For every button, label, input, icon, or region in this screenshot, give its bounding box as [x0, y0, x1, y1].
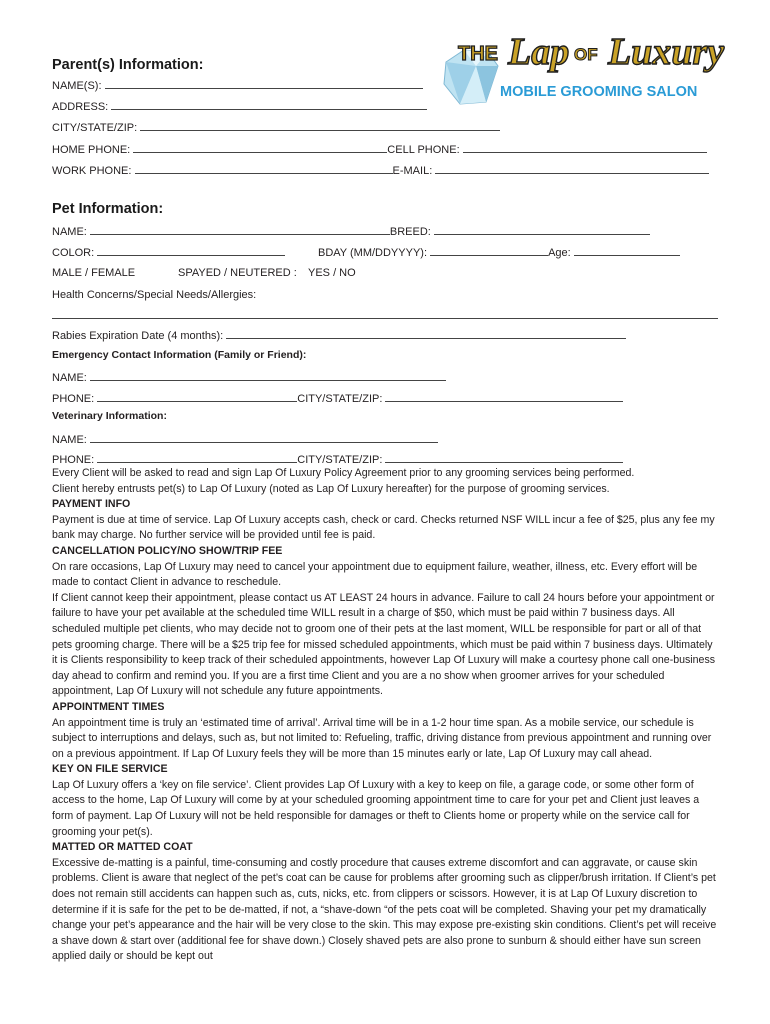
label-citystatezip: CITY/STATE/ZIP: — [52, 122, 138, 134]
pet-section-title: Pet Information: — [52, 201, 164, 217]
label-emergency-name: NAME: — [52, 372, 87, 384]
pet-health-label: Health Concerns/Special Needs/Allergies: — [52, 289, 257, 301]
breed-input-line[interactable] — [434, 224, 650, 235]
logo-luxury: Luxury — [608, 31, 725, 73]
emergency-phone-row — [52, 391, 623, 406]
emergency-phone-input-line[interactable] — [97, 391, 297, 402]
rabies-input-line[interactable] — [226, 328, 626, 339]
appointment-heading: APPOINTMENT TIMES — [52, 700, 165, 713]
label-names: NAME(S): — [52, 80, 102, 92]
label-cell-phone: CELL PHONE: — [387, 144, 460, 156]
label-vet-name: NAME: — [52, 434, 87, 446]
payment-heading: PAYMENT INFO — [52, 498, 131, 511]
label-rabies: Rabies Expiration Date (4 months): — [52, 330, 224, 342]
label-pet-name: NAME: — [52, 226, 87, 238]
names-input-line[interactable] — [105, 78, 423, 89]
policy-intro-1: Every Client will be asked to read and sign Lap Of Luxury Policy Agreement prior to any grooming services being performed. — [52, 467, 635, 479]
emergency-name-input-line[interactable] — [90, 370, 446, 381]
payment-text: Payment is due at time of service. Lap Of Luxury accepts cash, check or card. Checks returned NSF WILL incur a fee of $25, plus any fee my bank may charge. No further service will be provided until fee is paid. — [52, 513, 715, 542]
parents-names-row — [52, 78, 423, 93]
label-address: ADDRESS: — [52, 101, 109, 113]
key-text: Lap Of Luxury offers a ‘key on file service’. Client provides Lap Of Luxury with a key to keep on file, a garage code, or some other form of access to the home, Lap Of Luxury will come by at your scheduled grooming appointment time to care for your pet and Client just leaves a form of payment. Lap Of Luxury will not be held responsible for damages or theft to Clients home or property while on the service call for grooming your pet(s). — [52, 778, 700, 838]
logo-of: OF — [574, 45, 598, 64]
vet-name-input-line[interactable] — [90, 432, 438, 443]
vet-name-row — [52, 432, 438, 447]
parents-address-row — [52, 99, 427, 114]
vet-phone-row — [52, 452, 623, 467]
label-vet-phone: PHONE: — [52, 454, 95, 466]
parents-home-phone-row — [52, 142, 707, 157]
label-color: COLOR: — [52, 247, 95, 259]
label-home-phone: HOME PHONE: — [52, 144, 131, 156]
appointment-text: An appointment time is truly an ‘estimated time of arrival’. Arrival time will be in a 1-2 hour time span. As a mobile service, our schedule is subject to interruptions and delays, such as, but not limited to: Refueling, traffic, driving distance from previous appointment and running over on a previous appointment. If Lap Of Luxury feels they will be more than 15 minutes early or late, Lap Of Luxury may call ahead. — [52, 716, 712, 760]
label-age: Age: — [548, 247, 571, 259]
pet-spayed-options[interactable]: YES / NO — [308, 267, 356, 279]
cancellation-heading: CANCELLATION POLICY/NO SHOW/TRIP FEE — [52, 544, 283, 557]
emergency-city-input-line[interactable] — [385, 391, 623, 402]
address-input-line[interactable] — [111, 99, 427, 110]
cancellation-text-1: On rare occasions, Lap Of Luxury may need to cancel your appointment due to equipment failure, weather, illness, etc. Every effort will be made to contact Client in advance to reschedule. — [52, 560, 698, 589]
age-input-line[interactable] — [574, 245, 680, 256]
vet-phone-input-line[interactable] — [97, 452, 297, 463]
pet-name-row — [52, 224, 650, 239]
cancellation-text-2: If Client cannot keep their appointment, please contact us AT LEAST 24 hours in advance. Failure to call 24 hours before your appointment or failure to have your pet available at the scheduled time WILL result in a charge of $50, which must be paid within 7 business days. All scheduled multiple pet clients, who may decide not to groom one of their pets at the last moment, WILL be responsible for part or all of that pets grooming charge. There will be a $25 trip fee for missed scheduled appointments, which must be paid within 7 business days. Ultimately it is Clients responsibility to keep track of their scheduled appointments, however Lap Of Luxury will make a courtesy phone call one-business day ahead to confirm and remind you. If you are a first time Client and you are a no show when groomer arrives for your scheduled appointment, Lap Of Luxury will not schedule any future appointments. — [52, 591, 716, 698]
vet-section-title: Veterinary Information: — [52, 410, 167, 422]
bday-input-line[interactable] — [430, 245, 548, 256]
parents-city-row — [52, 120, 500, 135]
logo-tagline: MOBILE GROOMING SALON — [500, 84, 698, 100]
color-input-line[interactable] — [97, 245, 285, 256]
emergency-section-title: Emergency Contact Information (Family or Friend): — [52, 349, 307, 361]
parents-work-phone-row — [52, 163, 709, 178]
emergency-name-row — [52, 370, 446, 385]
pet-color-row — [52, 245, 285, 260]
parents-section-title: Parent(s) Information: — [52, 57, 204, 73]
policy-text — [52, 466, 720, 965]
vet-city-input-line[interactable] — [385, 452, 623, 463]
cell-phone-input-line[interactable] — [463, 142, 707, 153]
label-emergency-city: CITY/STATE/ZIP: — [297, 393, 383, 405]
matted-heading: MATTED OR MATTED COAT — [52, 841, 193, 854]
pet-rabies-row — [52, 328, 626, 343]
pet-spayed-label: SPAYED / NEUTERED : — [178, 267, 297, 279]
pet-sex-options[interactable]: MALE / FEMALE — [52, 267, 136, 279]
label-email: E-MAIL: — [392, 165, 433, 177]
label-vet-city: CITY/STATE/ZIP: — [297, 454, 383, 466]
matted-text: Excessive de-matting is a painful, time-consuming and costly procedure that causes extreme discomfort and can aggravate, or cause skin problems. Client is aware that neglect of the pet’s coat can be cause for problems after grooming such as clipper/brush irritation. If Client’s pet does not remain still accidents can happen such as, cuts, nicks, etc. from clippers or scissors. However, it is at Lap Of Luxury discretion to determine if it is safe for the pet to be de-matted, if not, a “shave-down “of the pets coat will be completed. Shaving your pet my dramatically change your pet’s appearance and the hair will be very close to the skin. This may expose pre-existing skin conditions. Client’s pet will receive a shave down & start over (additional fee for shave down.) Closely shaved pets are also prone to sunburn & should either have sun screen applied daily or should be kept out — [52, 856, 717, 963]
pet-bday-group — [318, 245, 680, 260]
label-breed: BREED: — [389, 226, 431, 238]
label-bday: BDAY (MM/DDYYYY): — [318, 247, 427, 259]
work-phone-input-line[interactable] — [135, 163, 393, 174]
pet-name-input-line[interactable] — [90, 224, 390, 235]
email-input-line[interactable] — [435, 163, 709, 174]
logo-lap: Lap — [508, 31, 570, 73]
company-logo — [436, 14, 736, 124]
logo-graphic — [436, 14, 736, 124]
label-emergency-phone: PHONE: — [52, 393, 95, 405]
policy-intro-2: Client hereby entrusts pet(s) to Lap Of Luxury (noted as Lap Of Luxury hereafter) for the purpose of grooming services. — [52, 482, 610, 495]
health-input-line[interactable] — [52, 318, 718, 319]
logo-the: THE — [458, 43, 498, 65]
label-work-phone: WORK PHONE: — [52, 165, 132, 177]
key-heading: KEY ON FILE SERVICE — [52, 763, 168, 776]
citystatezip-input-line[interactable] — [140, 120, 500, 131]
home-phone-input-line[interactable] — [133, 142, 387, 153]
